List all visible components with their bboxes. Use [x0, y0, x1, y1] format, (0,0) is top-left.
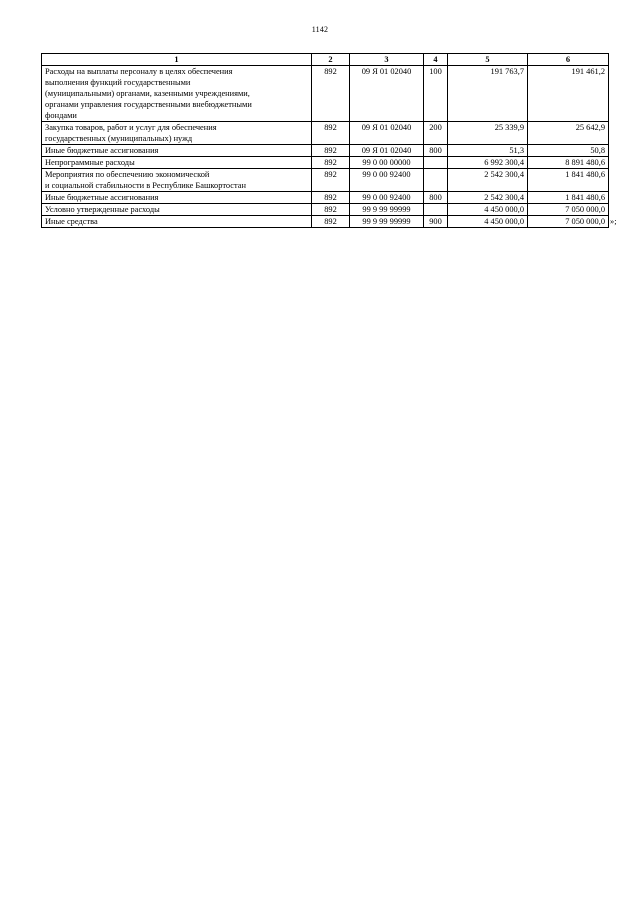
row-sum-second-year	[528, 169, 609, 192]
row-admin-code	[312, 66, 350, 122]
row-sum-second-year-value: 191 461,2	[571, 67, 605, 76]
row-sum-first-year	[448, 169, 528, 192]
row-name-cell	[42, 192, 312, 204]
row-name-line: Мероприятия по обеспечению экономической	[45, 170, 210, 179]
row-expense-type	[424, 157, 448, 169]
header-row	[42, 54, 609, 66]
row-name-line: Расходы на выплаты персоналу в целях обеспечения	[45, 67, 233, 76]
row-name-cell	[42, 204, 312, 216]
row-name-line: Иные бюджетные ассигнования	[45, 146, 159, 155]
row-target-article	[350, 192, 424, 204]
col-header-vr: 4	[424, 54, 448, 66]
row-sum-first-year-value: 4 450 000,0	[484, 217, 524, 226]
row-target-article	[350, 145, 424, 157]
row-name-line: Условно утвержденные расходы	[45, 205, 160, 214]
table-row	[42, 216, 609, 228]
row-admin-code	[312, 145, 350, 157]
row-expense-type	[424, 204, 448, 216]
table-body	[42, 66, 617, 228]
row-admin-code-value: 892	[324, 170, 337, 179]
row-admin-code-value: 892	[324, 193, 337, 202]
row-sum-first-year-value: 25 339,9	[494, 123, 524, 132]
row-sum-first-year-value: 2 542 300,4	[484, 170, 524, 179]
row-admin-code	[312, 157, 350, 169]
row-name-cell	[42, 169, 312, 192]
row-admin-code-value: 892	[324, 205, 337, 214]
row-sum-first-year	[448, 204, 528, 216]
row-expense-type	[424, 145, 448, 157]
row-name-line: Иные средства	[45, 217, 98, 226]
row-sum-second-year	[528, 66, 609, 122]
row-sum-first-year	[448, 122, 528, 145]
row-target-article-value: 99 0 00 92400	[362, 193, 411, 202]
row-expense-type	[424, 169, 448, 192]
row-sum-second-year	[528, 204, 609, 216]
row-sum-first-year	[448, 66, 528, 122]
row-expense-type-value: 800	[429, 193, 442, 202]
row-admin-code-value: 892	[324, 217, 337, 226]
row-expense-type-value: 900	[429, 217, 442, 226]
row-target-article-value: 09 Я 01 02040	[361, 123, 412, 132]
row-sum-second-year	[528, 192, 609, 204]
row-sum-first-year-value: 191 763,7	[490, 67, 524, 76]
row-target-article-value: 99 0 00 00000	[362, 158, 411, 167]
row-sum-first-year	[448, 216, 528, 228]
row-sum-first-year-value: 2 542 300,4	[484, 193, 524, 202]
table-row	[42, 122, 609, 145]
row-name-line: органами управления государственными внебюджетными	[45, 100, 252, 109]
row-sum-second-year	[528, 122, 609, 145]
row-admin-code	[312, 122, 350, 145]
row-expense-type	[424, 122, 448, 145]
table-row	[42, 157, 609, 169]
row-name-cell	[42, 66, 312, 122]
row-target-article	[350, 157, 424, 169]
row-sum-second-year-value: 25 642,9	[575, 123, 605, 132]
row-sum-second-year-value: 7 050 000,0	[565, 205, 605, 214]
row-name-line: государственных (муниципальных) нужд	[45, 134, 193, 143]
row-target-article-value: 09 Я 01 02040	[361, 146, 412, 155]
row-name-line: Непрограммные расходы	[45, 158, 135, 167]
row-target-article-value: 99 9 99 99999	[362, 205, 411, 214]
row-sum-first-year	[448, 192, 528, 204]
row-expense-type-value: 200	[429, 123, 442, 132]
col-header-name: 1	[42, 54, 312, 66]
row-name-line: Закупка товаров, работ и услуг для обеспечения	[45, 123, 217, 132]
row-sum-first-year	[448, 145, 528, 157]
row-sum-first-year-value: 6 992 300,4	[484, 158, 524, 167]
row-admin-code	[312, 169, 350, 192]
row-target-article	[350, 216, 424, 228]
table-row	[42, 204, 609, 216]
row-target-article	[350, 169, 424, 192]
row-admin-code-value: 892	[324, 146, 337, 155]
row-admin-code-value: 892	[324, 158, 337, 167]
row-name-line: (муниципальными) органами, казенными учреждениями,	[45, 89, 250, 98]
table-row	[42, 66, 609, 122]
row-admin-code-value: 892	[324, 123, 337, 132]
row-sum-first-year	[448, 157, 528, 169]
table-row	[42, 192, 609, 204]
col-header-sum-1: 5	[448, 54, 528, 66]
row-admin-code	[312, 204, 350, 216]
row-sum-second-year	[528, 157, 609, 169]
row-sum-second-year-value: 7 050 000,0	[565, 217, 605, 226]
row-name-cell	[42, 145, 312, 157]
row-target-article	[350, 122, 424, 145]
row-name-line: выполнения функций государственными	[45, 78, 191, 87]
row-sum-second-year	[528, 145, 609, 157]
budget-table	[41, 53, 617, 228]
row-name-line: и социальной стабильности в Республике Башкортостан	[45, 181, 246, 190]
col-header-sum-2: 6	[528, 54, 609, 66]
row-name-cell	[42, 122, 312, 145]
row-sum-first-year-value: 51,3	[509, 146, 524, 155]
row-admin-code	[312, 192, 350, 204]
page-number: 1142	[311, 25, 329, 34]
row-sum-first-year-value: 4 450 000,0	[484, 205, 524, 214]
row-target-article-value: 99 9 99 99999	[362, 217, 411, 226]
row-expense-type	[424, 216, 448, 228]
table-row	[42, 145, 609, 157]
row-target-article-value: 09 Я 01 02040	[361, 67, 412, 76]
row-target-article	[350, 204, 424, 216]
row-admin-code	[312, 216, 350, 228]
row-name-cell	[42, 157, 312, 169]
row-expense-type	[424, 66, 448, 122]
row-admin-code-value: 892	[324, 67, 337, 76]
col-header-admin: 2	[312, 54, 350, 66]
table-row	[42, 169, 609, 192]
row-name-line: фондами	[45, 111, 77, 120]
row-expense-type	[424, 192, 448, 204]
row-sum-second-year-value: 8 891 480,6	[565, 158, 605, 167]
closing-quote-mark: »;	[610, 217, 617, 226]
row-sum-second-year	[528, 216, 617, 228]
row-target-article-value: 99 0 00 92400	[362, 170, 411, 179]
row-name-cell	[42, 216, 312, 228]
row-sum-second-year-value: 1 841 480,6	[565, 193, 605, 202]
row-name-line: Иные бюджетные ассигнования	[45, 193, 159, 202]
row-sum-second-year-value: 50,8	[590, 146, 605, 155]
col-header-csr: 3	[350, 54, 424, 66]
row-sum-second-year-value: 1 841 480,6	[565, 170, 605, 179]
row-target-article	[350, 66, 424, 122]
row-expense-type-value: 800	[429, 146, 442, 155]
row-expense-type-value: 100	[429, 67, 442, 76]
